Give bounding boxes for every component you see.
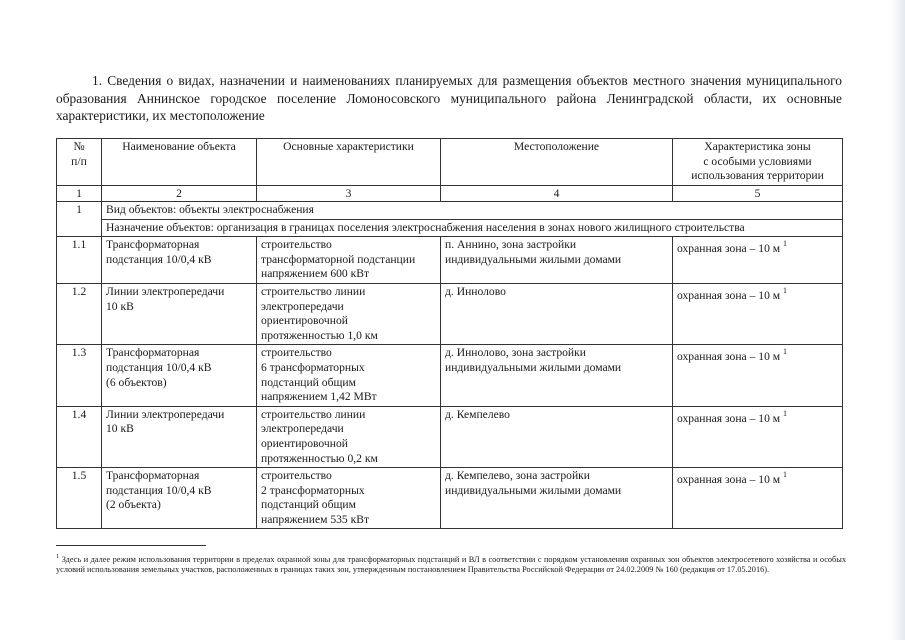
- header-location: Местоположение: [441, 139, 673, 186]
- column-number: 1: [57, 186, 102, 202]
- object-characteristics: строительство 2 трансформаторных подстанций общим напряжением 535 кВт: [257, 468, 441, 529]
- table-header-row: [57, 139, 843, 186]
- object-name: Линии электропередачи 10 кВ: [102, 283, 257, 344]
- group-purpose: Назначение объектов: организация в границах поселения электроснабжения населения в зонах нового жилищного строительства: [102, 219, 843, 237]
- header-zone-line2: с особыми условиями: [703, 154, 812, 168]
- row-number: 1.5: [57, 468, 102, 529]
- column-number-row: [57, 186, 843, 202]
- object-name: Трансформаторная подстанция 10/0,4 кВ (6 объектов): [102, 345, 257, 406]
- footnote-ref: 1: [783, 470, 788, 480]
- object-name: Трансформаторная подстанция 10/0,4 кВ (2 объекта): [102, 468, 257, 529]
- column-number: 2: [102, 186, 257, 202]
- object-location: п. Аннино, зона застройки индивидуальными жилыми домами: [441, 237, 673, 284]
- row-number: 1.3: [57, 345, 102, 406]
- object-zone: охранная зона – 10 м $^1$: [673, 345, 843, 406]
- scan-edge: [891, 0, 905, 640]
- object-zone: охранная зона – 10 м $^1$: [673, 468, 843, 529]
- group-type: Вид объектов: объекты электроснабжения: [102, 202, 843, 220]
- object-zone: охранная зона – 10 м $^1$: [673, 237, 843, 284]
- object-name: Линии электропередачи 10 кВ: [102, 406, 257, 467]
- header-zone-line3: использования территории: [691, 169, 824, 183]
- object-characteristics: строительство линии электропередачи ориентировочной протяженностью 0,2 км: [257, 406, 441, 467]
- column-number: 3: [257, 186, 441, 202]
- object-location: д. Кемпелево, зона застройки индивидуальными жилыми домами: [441, 468, 673, 529]
- section-heading: 1. Сведения о видах, назначении и наименованиях планируемых для размещения объектов местного значения муниципального образования Аннинское городское поселение Ломоносовского муниципального района Ленинградской области, их основные характеристики, их местоположение: [56, 73, 842, 123]
- footnote-separator: [56, 545, 206, 546]
- table-row: [57, 237, 843, 284]
- row-number: 1.2: [57, 283, 102, 344]
- group-purpose-row: [57, 219, 843, 237]
- footnote-ref: 1: [783, 239, 788, 249]
- object-location: д. Иннолово: [441, 283, 673, 344]
- object-location: д. Иннолово, зона застройки индивидуальными жилыми домами: [441, 345, 673, 406]
- row-number: 1.1: [57, 237, 102, 284]
- object-characteristics: строительство 6 трансформаторных подстанций общим напряжением 1,42 МВт: [257, 345, 441, 406]
- table-row: [57, 345, 843, 406]
- footnote-ref: 1: [783, 347, 788, 357]
- header-zone-line1: Характеристика зоны: [704, 140, 811, 153]
- object-location: д. Кемпелево: [441, 406, 673, 467]
- footnote-ref: 1: [783, 285, 788, 295]
- object-characteristics: строительство трансформаторной подстанции напряжением 600 кВт: [257, 237, 441, 284]
- header-num-line1: №: [73, 140, 85, 153]
- object-zone: охранная зона – 10 м $^1$: [673, 406, 843, 467]
- header-num-line2: п/п: [71, 154, 87, 168]
- table-row: [57, 468, 843, 529]
- footnote: [56, 552, 846, 576]
- group-number: 1: [57, 202, 102, 237]
- footnote-ref: 1: [783, 408, 788, 418]
- group-row: [57, 202, 843, 220]
- table-row: [57, 406, 843, 467]
- header-num: [57, 139, 102, 186]
- table-row: [57, 283, 843, 344]
- object-characteristics: строительство линии электропередачи ориентировочной протяженностью 1,0 км: [257, 283, 441, 344]
- row-number: 1.4: [57, 406, 102, 467]
- footnote-text: Здесь и далее режим использования территории в пределах охранной зоны для трансформаторных подстанций и ВЛ в соответствии с порядком установления охранных зон объектов электросетевого хозяйства и особых условий использования земельных участков, расположенных в границах таких зон, утвержденным постановлением Правительства Российской Федерации от 24.02.2009 № 160 (редакция от 17.05.2016).: [56, 554, 846, 575]
- object-name: Трансформаторная подстанция 10/0,4 кВ: [102, 237, 257, 284]
- column-number: 5: [673, 186, 843, 202]
- object-zone: охранная зона – 10 м $^1$: [673, 283, 843, 344]
- footnote-marker: 1: [56, 553, 60, 560]
- header-characteristics: Основные характеристики: [257, 139, 441, 186]
- column-number: 4: [441, 186, 673, 202]
- header-name: Наименование объекта: [102, 139, 257, 186]
- header-zone: [673, 139, 843, 186]
- objects-table: [56, 138, 843, 529]
